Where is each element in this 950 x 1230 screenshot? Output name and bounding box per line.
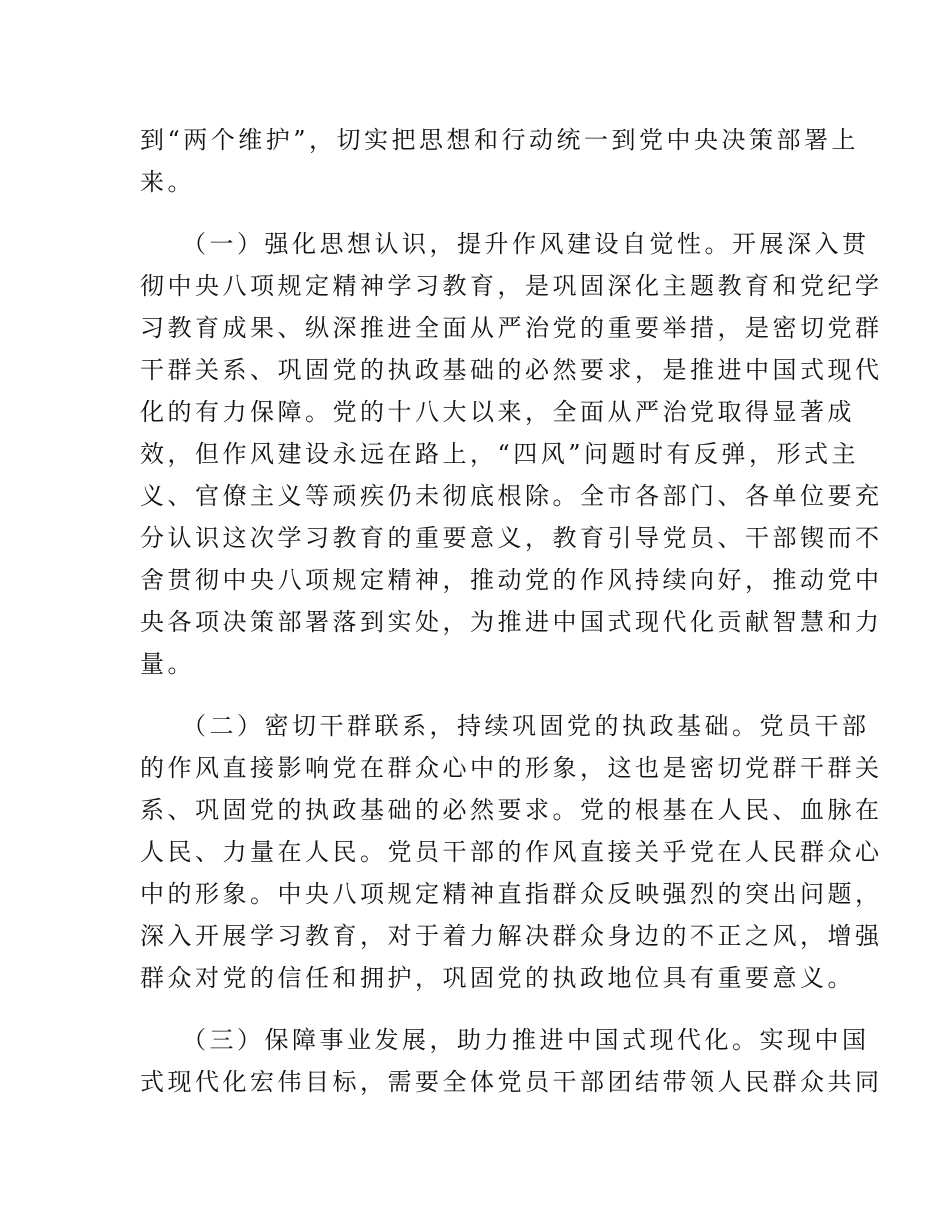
text-line: 舍贯彻中央八项规定精神，推动党的作风持续向好，推动党中 (140, 566, 883, 594)
section-heading-line: （一）强化思想认识，提升作风建设自觉性。开展深入贯 (182, 230, 870, 258)
text-line: 分认识这次学习教育的重要意义，教育引导党员、干部锲而不 (140, 524, 883, 552)
document-page (140, 119, 883, 1123)
text-line: 人民、力量在人民。党员干部的作风直接关乎党在人民群众心 (140, 838, 883, 866)
text-line: 群众对党的信任和拥护，巩固党的执政地位具有重要意义。 (140, 964, 855, 992)
text-line: 来。 (140, 168, 195, 196)
text-line: 量。 (140, 650, 195, 678)
text-line: 的作风直接影响党在群众心中的形象，这也是密切党群干群关 (140, 754, 883, 782)
paragraph-section-2 (140, 705, 883, 999)
text-line: 化的有力保障。党的十八大以来，全面从严治党取得显著成 (140, 398, 855, 426)
paragraph-continuation (140, 119, 860, 203)
section-heading-line: （二）密切干群联系，持续巩固党的执政基础。党员干部 (182, 712, 870, 740)
text-line: 系、巩固党的执政基础的必然要求。党的根基在人民、血脉在 (140, 796, 883, 824)
text-line: 义、官僚主义等顽疾仍未彻底根除。全市各部门、各单位要充 (140, 482, 883, 510)
text-line: 效，但作风建设永远在路上，“四风”问题时有反弹，形式主 (140, 440, 860, 468)
text-line: 式现代化宏伟目标，需要全体党员干部团结带领人民群众共同 (140, 1068, 883, 1096)
text-line: 习教育成果、纵深推进全面从严治党的重要举措，是密切党群 (140, 314, 883, 342)
text-line: 彻中央八项规定精神学习教育，是巩固深化主题教育和党纪学 (140, 272, 883, 300)
text-line: 中的形象。中央八项规定精神直指群众反映强烈的突出问题， (140, 880, 883, 908)
text-line: 央各项决策部署落到实处，为推进中国式现代化贡献智慧和力 (140, 608, 883, 636)
section-heading-line: （三）保障事业发展，助力推进中国式现代化。实现中国 (182, 1026, 870, 1054)
paragraph-section-1 (140, 223, 883, 685)
text-line: 深入开展学习教育，对于着力解决群众身边的不正之风，增强 (140, 922, 883, 950)
paragraph-section-3 (140, 1019, 883, 1103)
text-line: 到“两个维护”，切实把思想和行动统一到党中央决策部署上 (140, 126, 860, 154)
text-line: 干群关系、巩固党的执政基础的必然要求，是推进中国式现代 (140, 356, 883, 384)
